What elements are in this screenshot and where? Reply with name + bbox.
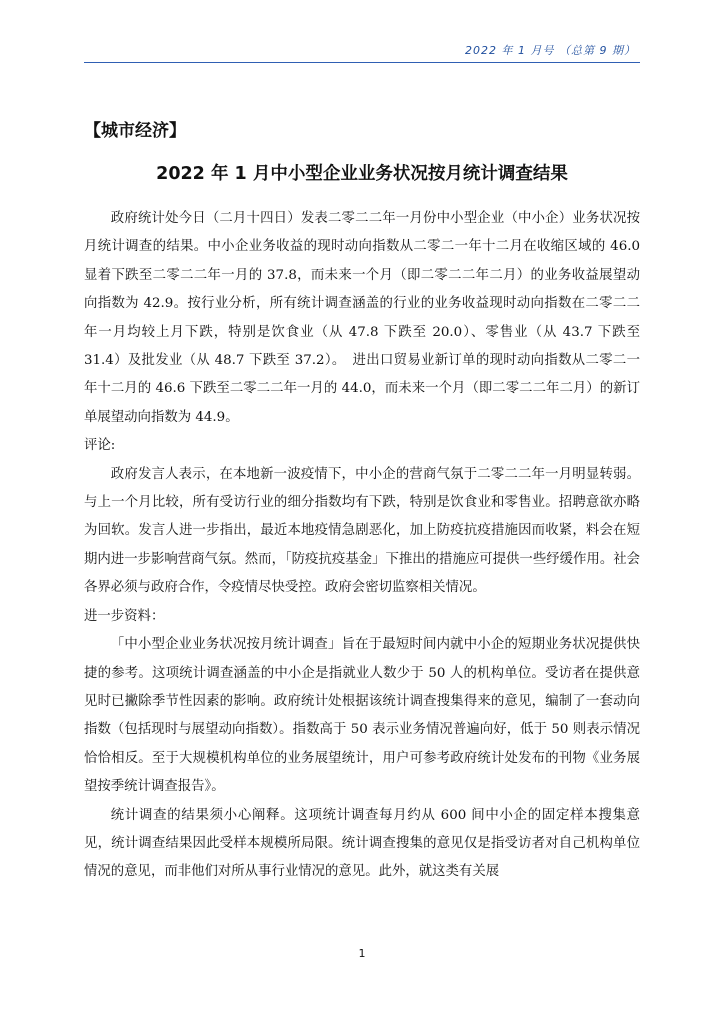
- paragraph-survey-results: 政府统计处今日（二月十四日）发表二零二二年一月份中小型企业（中小企）业务状况按月统计调查的结果。中小企业务收益的现时动向指数从二零二一年十二月在收缩区域的 46.0 显着下跌至二零二二年一月的 37.8，而未来一个月（即二零二二年二月）的业务收益展望动向指数为 42.9。按行业分析，所有统计调查涵盖的行业的业务收益现时动向指数在二零二二年一月均较上月下跌，特别是饮食业（从 47.8 下跌至 20.0）、零售业（从 43.7 下跌至 31.4）及批发业（从 48.7 下跌至 37.2）。 进出口贸易业新订单的现时动向指数从二零二一年十二月的 46.6 下跌至二零二二年一月的 44.0，而未来一个月（即二零二二年二月）的新订单展望动向指数为 44.9。: [84, 211, 640, 425]
- paragraph-interpretation: 统计调查的结果须小心阐释。这项统计调查每月约从 600 间中小企的固定样本搜集意见，统计调查结果因此受样本规模所局限。统计调查搜集的意见仅是指受访者对自己机构单位情况的意见，而非他们对所从事行业情况的意见。此外，就这类有关展: [84, 807, 640, 880]
- page-title: 2022 年 1 月中小型企业业务状况按月统计调查结果: [156, 164, 568, 184]
- issue-label: 2022 年 1 月号 （总第 9 期）: [465, 44, 636, 57]
- paragraph-comment: 政府发言人表示，在本地新一波疫情下，中小企的营商气氛于二零二二年一月明显转弱。与上一个月比较，所有受访行业的细分指数均有下跌，特别是饮食业和零售业。招聘意欲亦略为回软。发言人进一步指出，最近本地疫情急剧恶化，加上防疫抗疫措施因而收紧，料会在短期内进一步影响营商气氛。然而，「防疫抗疫基金」下推出的措施应可提供一些纾缓作用。社会各界必须与政府合作，令疫情尽快受控。政府会密切监察相关情况。: [84, 466, 640, 596]
- paragraph-further-info: 「中小型企业业务状况按月统计调查」旨在于最短时间内就中小企的短期业务状况提供快捷的参考。这项统计调查涵盖的中小企是指就业人数少于 50 人的机构单位。受访者在提供意见时已撇除季节性因素的影响。政府统计处根据该统计调查搜集得来的意见，编制了一套动向指数（包括现时与展望动向指数）。指数高于 50 表示业务情况普遍向好，低于 50 则表示情况恰恰相反。至于大规模机构单位的业务展望统计，用户可参考政府统计处发布的刊物《业务展望按季统计调查报告》。: [84, 637, 640, 795]
- section-tag: 【城市经济】: [84, 121, 186, 141]
- header-divider: [84, 62, 640, 63]
- page-number: 1: [358, 947, 366, 960]
- article-body: [84, 205, 640, 887]
- label-comment: 评论:: [84, 438, 116, 454]
- label-further-info: 进一步资料：: [84, 608, 165, 624]
